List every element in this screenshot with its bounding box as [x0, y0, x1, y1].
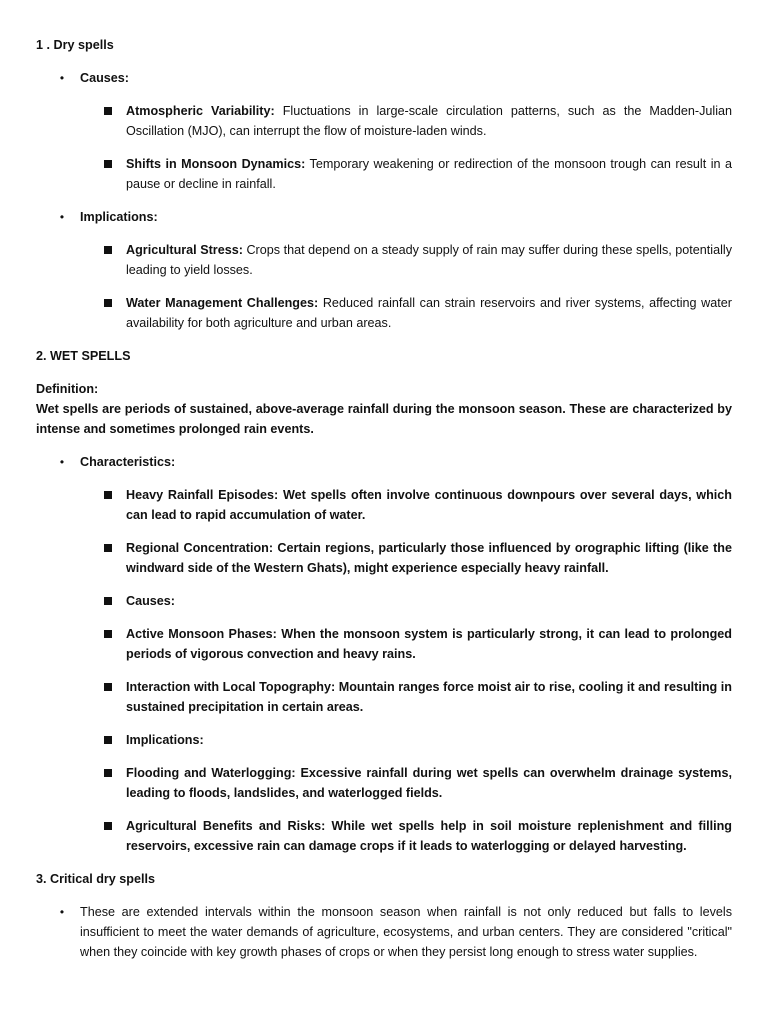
list-item — [104, 154, 732, 194]
item-text: Crops that depend on a steady supply of rain may suffer during these spells, potentially leading to yield losses. — [126, 243, 732, 277]
item-text: Agricultural Benefits and Risks: While wet spells help in soil moisture replenishment and filling reservoirs, excessive rain can damage crops if it leads to waterlogging or delayed harvesting. — [126, 819, 732, 853]
item-text: Reduced rainfall can strain reservoirs and river systems, affecting water availability for both agriculture and urban areas. — [126, 296, 732, 330]
definition-text: Wet spells are periods of sustained, above-average rainfall during the monsoon season. These are characterized by intense and sometimes prolonged rain events. — [36, 402, 732, 436]
square-bullet — [104, 246, 112, 254]
square-bullet — [104, 769, 112, 777]
item-text: Flooding and Waterlogging: Excessive rainfall during wet spells can overwhelm drainage systems, leading to floods, landslides, and waterlogged fields. — [126, 766, 732, 800]
list-item — [104, 240, 732, 280]
item-term: Shifts in Monsoon Dynamics: — [126, 157, 306, 171]
section-heading-critical-dry-spells: 3. Critical dry spells — [36, 872, 155, 886]
item-text: Fluctuations in large-scale circulation patterns, such as the Madden-Julian Oscillation (MJO), can interrupt the flow of moisture-laden winds. — [126, 104, 732, 138]
square-bullet — [104, 491, 112, 499]
item-text: Regional Concentration: Certain regions, particularly those influenced by orographic lifting (like the windward side of the Western Ghats), might experience especially heavy rainfall. — [126, 541, 732, 575]
critical-dry-spells-text: These are extended intervals within the monsoon season when rainfall is not only reduced but falls to levels insufficient to meet the water demands of agriculture, ecosystems, and urban centers. They are considered "critical" when they coincide with key growth phases of crops or when they persist long enough to stress water supplies. — [80, 905, 732, 959]
item-text: Causes: — [126, 594, 175, 608]
bullet-dot: • — [59, 905, 65, 919]
list-item — [104, 293, 732, 333]
item-text: Implications: — [126, 733, 204, 747]
item-text: Active Monsoon Phases: When the monsoon system is particularly strong, it can lead to prolonged periods of vigorous convection and heavy rains. — [126, 627, 732, 661]
square-bullet — [104, 597, 112, 605]
list-item — [104, 538, 732, 578]
causes-label: Causes: — [80, 71, 129, 85]
list-item — [104, 816, 732, 856]
definition-label: Definition: — [36, 382, 99, 396]
bullet-implications — [56, 207, 732, 227]
item-text: Temporary weakening or redirection of the monsoon trough can result in a pause or decline in rainfall. — [126, 157, 732, 191]
list-item — [104, 730, 732, 750]
bullet-dot: • — [59, 455, 65, 469]
item-term: Atmospheric Variability: — [126, 104, 275, 118]
list-item — [104, 101, 732, 141]
item-term: Water Management Challenges: — [126, 296, 319, 310]
item-text: Interaction with Local Topography: Mountain ranges force moist air to rise, cooling it and resulting in sustained precipitation in certain areas. — [126, 680, 732, 714]
list-item — [104, 485, 732, 525]
list-item — [104, 624, 732, 664]
list-item — [104, 591, 732, 611]
square-bullet — [104, 683, 112, 691]
square-bullet — [104, 299, 112, 307]
list-item — [104, 677, 732, 717]
section-heading-dry-spells: 1 . Dry spells — [36, 38, 114, 52]
square-bullet — [104, 822, 112, 830]
bullet-dot: • — [59, 71, 65, 85]
implications-label: Implications: — [80, 210, 158, 224]
characteristics-label: Characteristics: — [80, 455, 176, 469]
square-bullet — [104, 736, 112, 744]
square-bullet — [104, 160, 112, 168]
square-bullet — [104, 630, 112, 638]
section-heading-wet-spells: 2. WET SPELLS — [36, 349, 131, 363]
item-text: Heavy Rainfall Episodes: Wet spells often involve continuous downpours over several days, which can lead to rapid accumulation of water. — [126, 488, 732, 522]
list-item — [104, 763, 732, 803]
bullet-dot: • — [59, 210, 65, 224]
square-bullet — [104, 544, 112, 552]
item-term: Agricultural Stress: — [126, 243, 243, 257]
bullet-causes — [56, 68, 732, 88]
bullet-critical-dry-spells — [56, 902, 732, 962]
bullet-characteristics — [56, 452, 732, 472]
square-bullet — [104, 107, 112, 115]
